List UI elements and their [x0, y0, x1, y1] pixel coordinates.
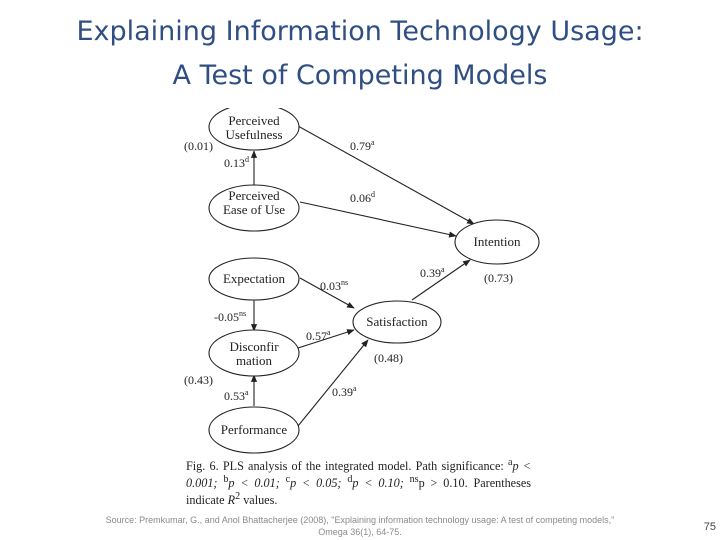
- coef-significance: a: [371, 138, 375, 147]
- node-usefulness-line1: Perceived: [228, 113, 280, 128]
- node-disconfirmation-line2: mation: [235, 353, 273, 368]
- page-number: 75: [703, 521, 716, 533]
- coef-value: 0.79: [350, 139, 371, 153]
- coef-value: 0.06: [350, 191, 371, 205]
- node-expectation-label: Expectation: [222, 271, 286, 286]
- coef-significance: ns: [341, 278, 349, 287]
- source-citation: [60, 514, 660, 538]
- caption-sig-d: d: [347, 474, 353, 486]
- coef-significance: a: [353, 384, 357, 393]
- path-performance-to-satisfaction: [298, 340, 368, 426]
- caption-sig-a: a: [507, 457, 513, 468]
- pls-path-diagram: [180, 108, 540, 508]
- coef-usefulness-to-intention: [350, 138, 375, 153]
- caption-sig-c: c: [285, 474, 291, 486]
- coef-expectation-to-disconfirmation: [214, 309, 246, 324]
- coef-significance: ns: [239, 309, 247, 318]
- coef-value: 0.03: [320, 279, 341, 293]
- caption-part-c: p < 0.05;: [290, 476, 342, 491]
- node-performance-label: Performance: [220, 422, 288, 437]
- r2-disconfirmation: (0.43): [184, 373, 213, 387]
- coef-value: -0.05: [214, 310, 239, 324]
- node-satisfaction-label: Satisfaction: [366, 314, 428, 329]
- slide-title: [0, 10, 720, 98]
- caption-part-ns: p > 0.10. Parentheses indicate: [186, 476, 531, 508]
- title-line-1: Explaining Information Technology Usage:: [76, 16, 644, 47]
- source-line-1: Source: Premkumar, G., and Anol Bhattacherjee (2008), "Explaining information technology usage: A test of competing models,": [105, 515, 615, 525]
- caption-sig-b: b: [223, 474, 229, 486]
- r2-satisfaction: (0.48): [374, 351, 403, 365]
- title-line-2: A Test of Competing Models: [172, 60, 548, 91]
- caption-r-exponent: 2: [235, 491, 241, 503]
- coef-significance: a: [245, 388, 249, 397]
- path-ease-to-intention: [300, 202, 456, 236]
- node-intention-label: Intention: [473, 234, 521, 249]
- coef-significance: a: [441, 265, 445, 274]
- coef-performance-to-disconfirmation: [224, 388, 249, 403]
- coef-significance: d: [245, 155, 249, 164]
- coef-ease-to-usefulness: [224, 155, 249, 170]
- coef-value: 0.39: [420, 266, 441, 280]
- caption-part-b: p < 0.01;: [228, 476, 280, 491]
- node-disconfirmation-line1: Disconfir: [229, 339, 279, 354]
- caption-prefix: Fig. 6. PLS analysis of the integrated model. Path significance:: [186, 459, 504, 474]
- caption-r-symbol: R: [227, 493, 236, 508]
- coef-ease-to-intention: [350, 190, 375, 205]
- coef-expectation-to-satisfaction: [320, 278, 348, 293]
- r2-usefulness: (0.01): [184, 139, 213, 153]
- path-usefulness-to-intention: [298, 126, 474, 224]
- coef-satisfaction-to-intention: [420, 265, 445, 280]
- coef-significance: d: [371, 190, 375, 199]
- node-ease-line2: Ease of Use: [222, 202, 286, 217]
- coef-value: 0.39: [332, 385, 353, 399]
- coef-value: 0.13: [224, 156, 245, 170]
- caption-sig-ns: ns: [409, 474, 419, 486]
- caption-suffix: values.: [243, 493, 278, 508]
- coef-disconfirmation-to-satisfaction: [306, 328, 331, 343]
- node-ease-line1: Perceived: [228, 188, 280, 203]
- coef-performance-to-satisfaction: [332, 384, 357, 399]
- figure-caption: [186, 456, 531, 507]
- coef-value: 0.53: [224, 389, 245, 403]
- node-usefulness-line2: Usefulness: [225, 127, 283, 142]
- coef-significance: a: [327, 328, 331, 337]
- caption-part-a: p < 0.001;: [186, 459, 531, 491]
- source-line-2: Omega 36(1), 64-75.: [318, 527, 402, 537]
- coef-value: 0.57: [306, 329, 327, 343]
- caption-part-d: p < 0.10;: [352, 476, 404, 491]
- r2-intention: (0.73): [484, 271, 513, 285]
